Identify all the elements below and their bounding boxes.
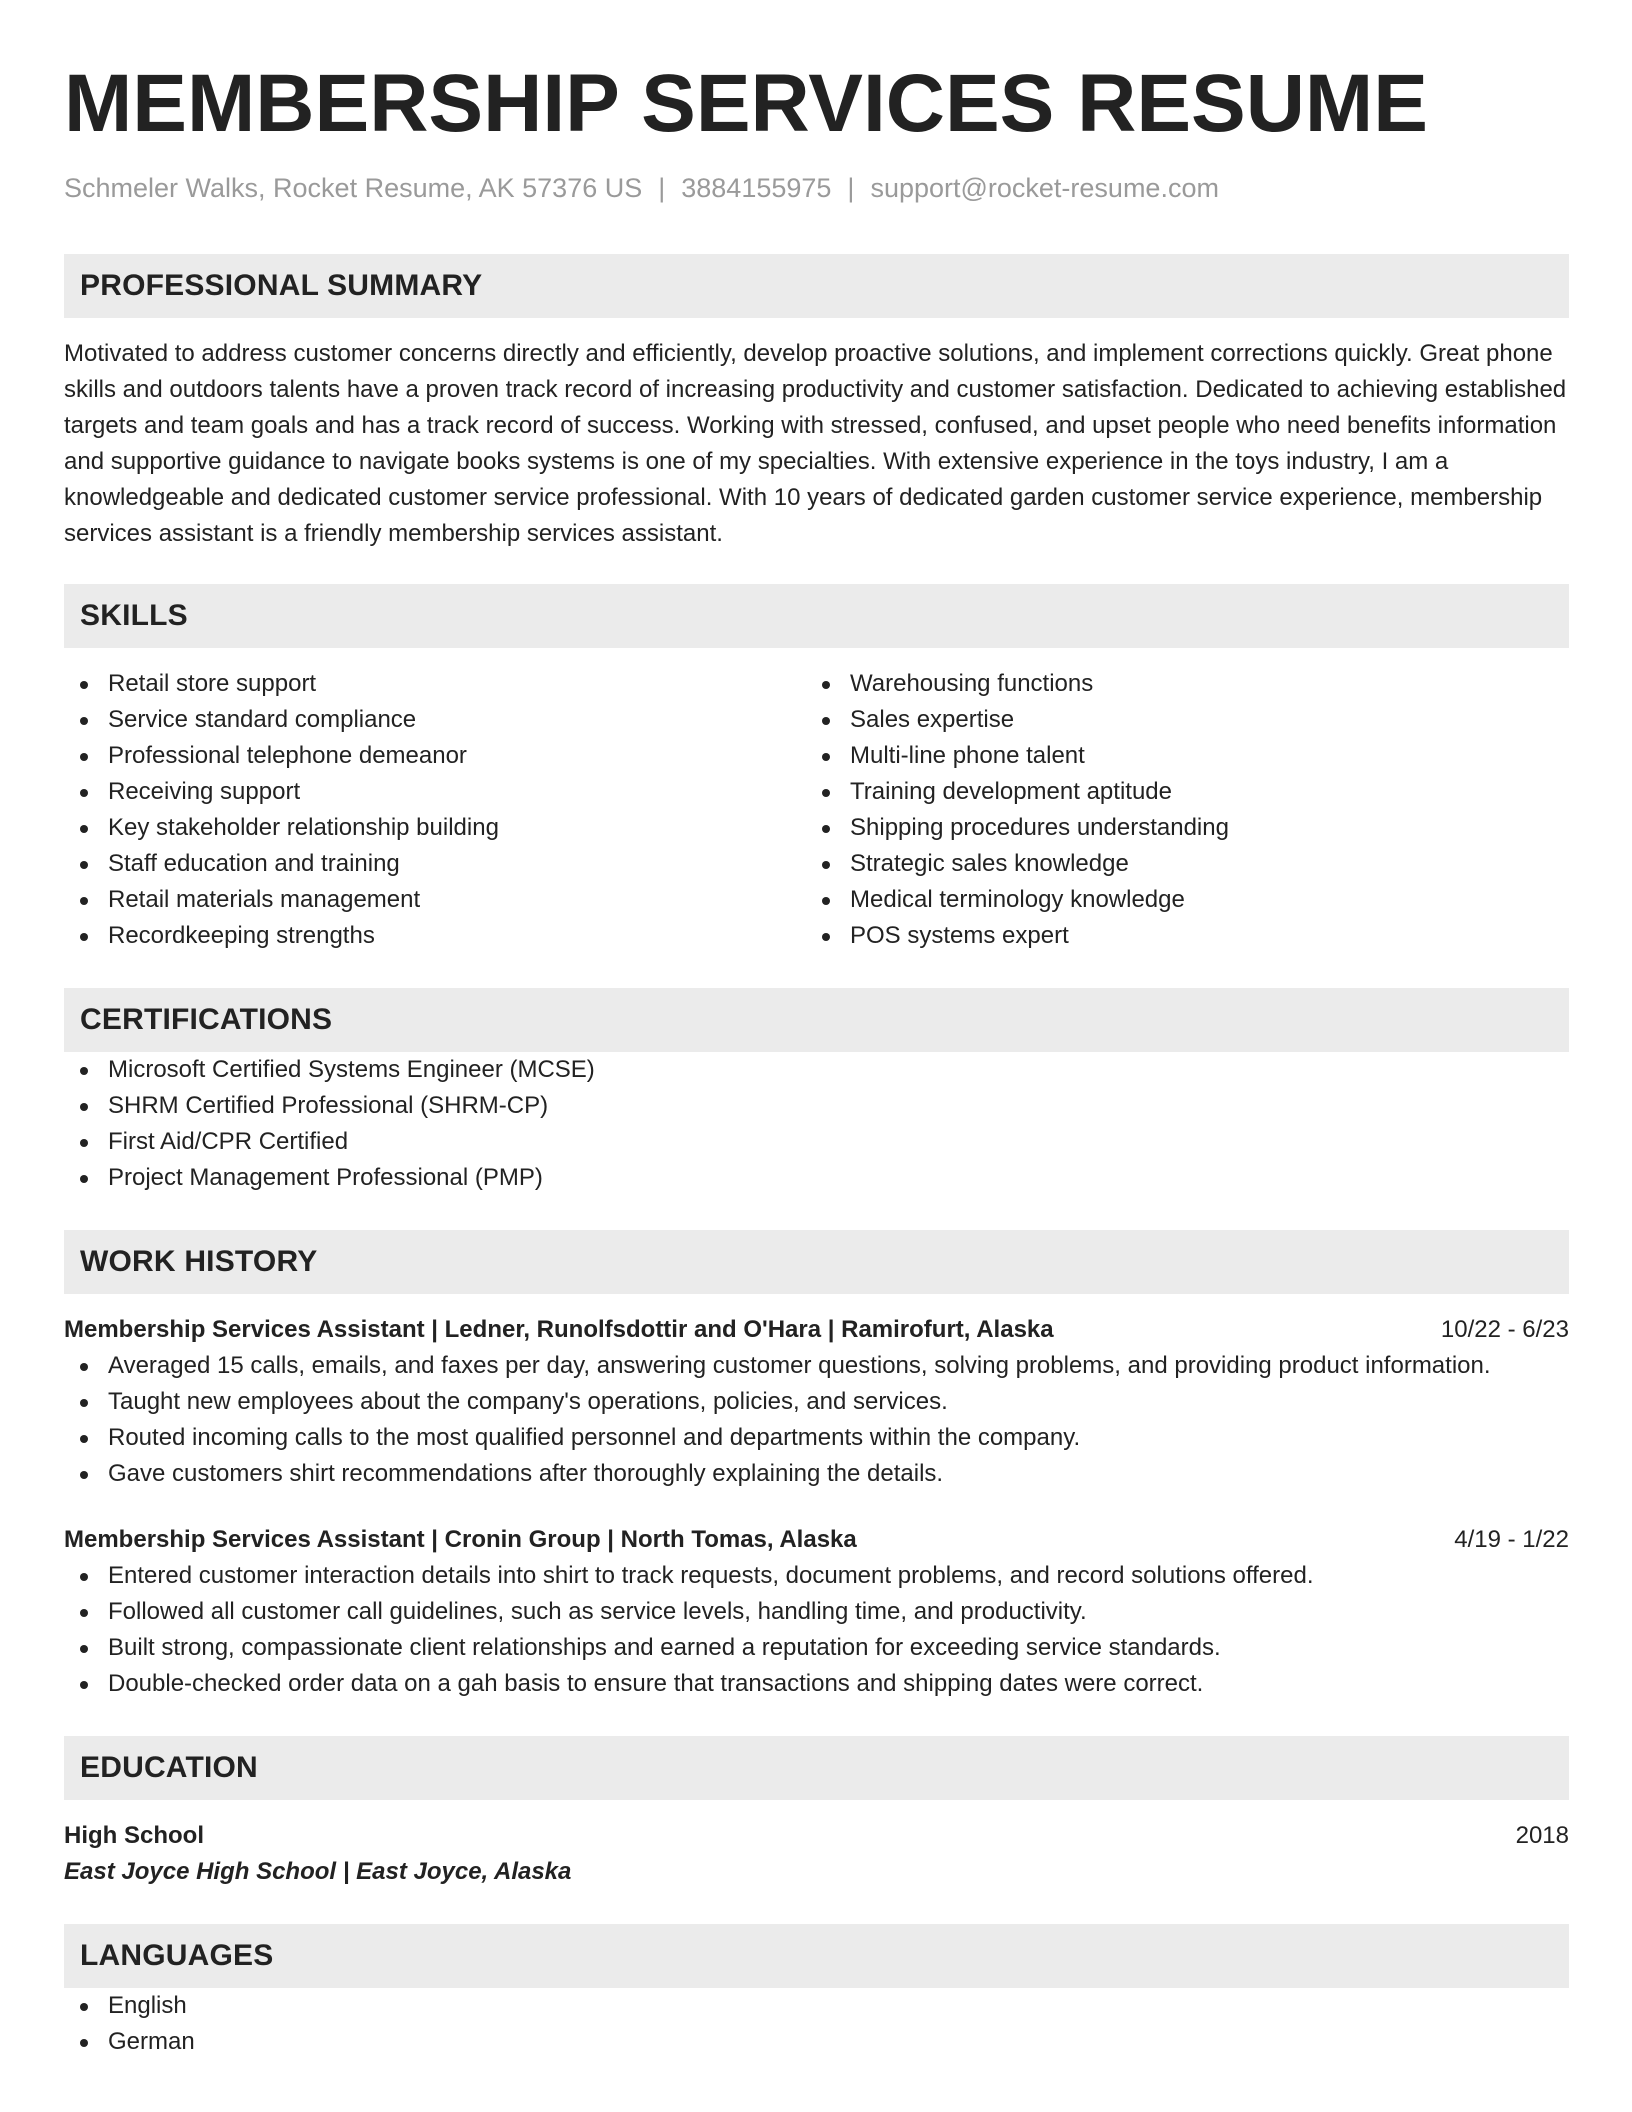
education-school: East Joyce High School | East Joyce, Alaska	[64, 1858, 572, 1885]
skill-item: Strategic sales knowledge	[806, 846, 1548, 882]
job-title-row	[64, 1312, 1569, 1348]
job-bullets	[64, 1558, 1569, 1702]
job-dates: 10/22 - 6/23	[1440, 1316, 1569, 1343]
summary-text: Motivated to address customer concerns directly and efficiently, develop proactive solutions, and implement corrections quickly. Great phone skills and outdoors talents have a proven track record of increasing productivity and customer satisfaction. Dedicated to achieving established targets and team goals and has a track record of success. Working with stressed, confused, and upset people who need benefits information and supportive guidance to navigate books systems is one of my specialties. With extensive experience in the toys industry, I am a knowledgeable and dedicated customer service professional. With 10 years of dedicated garden customer service experience, membership services assistant is a friendly membership services assistant.	[64, 340, 1567, 547]
skill-item: POS systems expert	[806, 918, 1548, 954]
skill-item: Retail store support	[64, 666, 806, 702]
certification-item: Project Management Professional (PMP)	[64, 1160, 1569, 1196]
job-bullet: Gave customers shirt recommendations after thoroughly explaining the details.	[64, 1456, 1569, 1492]
skills-columns	[64, 666, 1569, 954]
skill-item: Recordkeeping strengths	[64, 918, 806, 954]
education-row	[64, 1818, 1569, 1854]
certification-item: SHRM Certified Professional (SHRM-CP)	[64, 1088, 1569, 1124]
skill-item: Warehousing functions	[806, 666, 1548, 702]
contact-address: Schmeler Walks, Rocket Resume, AK 57376 US	[64, 173, 643, 203]
job-title-row	[64, 1522, 1569, 1558]
education-year: 2018	[1515, 1822, 1569, 1849]
contact-line	[64, 170, 1569, 206]
skill-item: Staff education and training	[64, 846, 806, 882]
job-bullet: Followed all customer call guidelines, such as service levels, handling time, and productivity.	[64, 1594, 1569, 1630]
job-bullet: Averaged 15 calls, emails, and faxes per day, answering customer questions, solving problems, and providing product information.	[64, 1348, 1569, 1384]
job-bullet: Double-checked order data on a gah basis to ensure that transactions and shipping dates were correct.	[64, 1666, 1569, 1702]
skill-item: Shipping procedures understanding	[806, 810, 1548, 846]
job-entry	[64, 1312, 1569, 1492]
contact-email: support@rocket-resume.com	[870, 173, 1219, 203]
languages-list	[64, 1988, 1569, 2060]
skill-item: Sales expertise	[806, 702, 1548, 738]
skills-left-column	[64, 666, 806, 954]
work-history-heading: WORK HISTORY	[64, 1230, 1569, 1294]
education-heading: EDUCATION	[64, 1736, 1569, 1800]
skill-item: Multi-line phone talent	[806, 738, 1548, 774]
job-dates: 4/19 - 1/22	[1454, 1526, 1569, 1553]
summary-heading: PROFESSIONAL SUMMARY	[64, 254, 1569, 318]
skill-item: Professional telephone demeanor	[64, 738, 806, 774]
job-entry	[64, 1522, 1569, 1702]
languages-heading: LANGUAGES	[64, 1924, 1569, 1988]
certifications-heading: CERTIFICATIONS	[64, 988, 1569, 1052]
contact-phone: 3884155975	[681, 173, 832, 203]
skills-right-column	[806, 666, 1548, 954]
skills-heading: SKILLS	[64, 584, 1569, 648]
contact-separator: |	[658, 173, 666, 203]
skill-item: Receiving support	[64, 774, 806, 810]
certification-item: First Aid/CPR Certified	[64, 1124, 1569, 1160]
job-bullet: Taught new employees about the company's operations, policies, and services.	[64, 1384, 1569, 1420]
job-title: Membership Services Assistant | Cronin Group | North Tomas, Alaska	[64, 1526, 857, 1553]
job-bullet: Routed incoming calls to the most qualified personnel and departments within the company.	[64, 1420, 1569, 1456]
skill-item: Training development aptitude	[806, 774, 1548, 810]
contact-separator: |	[847, 173, 855, 203]
skill-item: Key stakeholder relationship building	[64, 810, 806, 846]
certification-item: Microsoft Certified Systems Engineer (MCSE)	[64, 1052, 1569, 1088]
language-item: German	[64, 2024, 1569, 2060]
skill-item: Retail materials management	[64, 882, 806, 918]
job-bullet: Entered customer interaction details into shirt to track requests, document problems, and record solutions offered.	[64, 1558, 1569, 1594]
certifications-list	[64, 1052, 1569, 1196]
skill-item: Medical terminology knowledge	[806, 882, 1548, 918]
language-item: English	[64, 1988, 1569, 2024]
resume-title: MEMBERSHIP SERVICES RESUME	[64, 58, 1428, 149]
job-bullet: Built strong, compassionate client relationships and earned a reputation for exceeding service standards.	[64, 1630, 1569, 1666]
skill-item: Service standard compliance	[64, 702, 806, 738]
job-bullets	[64, 1348, 1569, 1492]
education-degree: High School	[64, 1822, 204, 1849]
job-title: Membership Services Assistant | Ledner, Runolfsdottir and O'Hara | Ramirofurt, Alaska	[64, 1316, 1054, 1343]
